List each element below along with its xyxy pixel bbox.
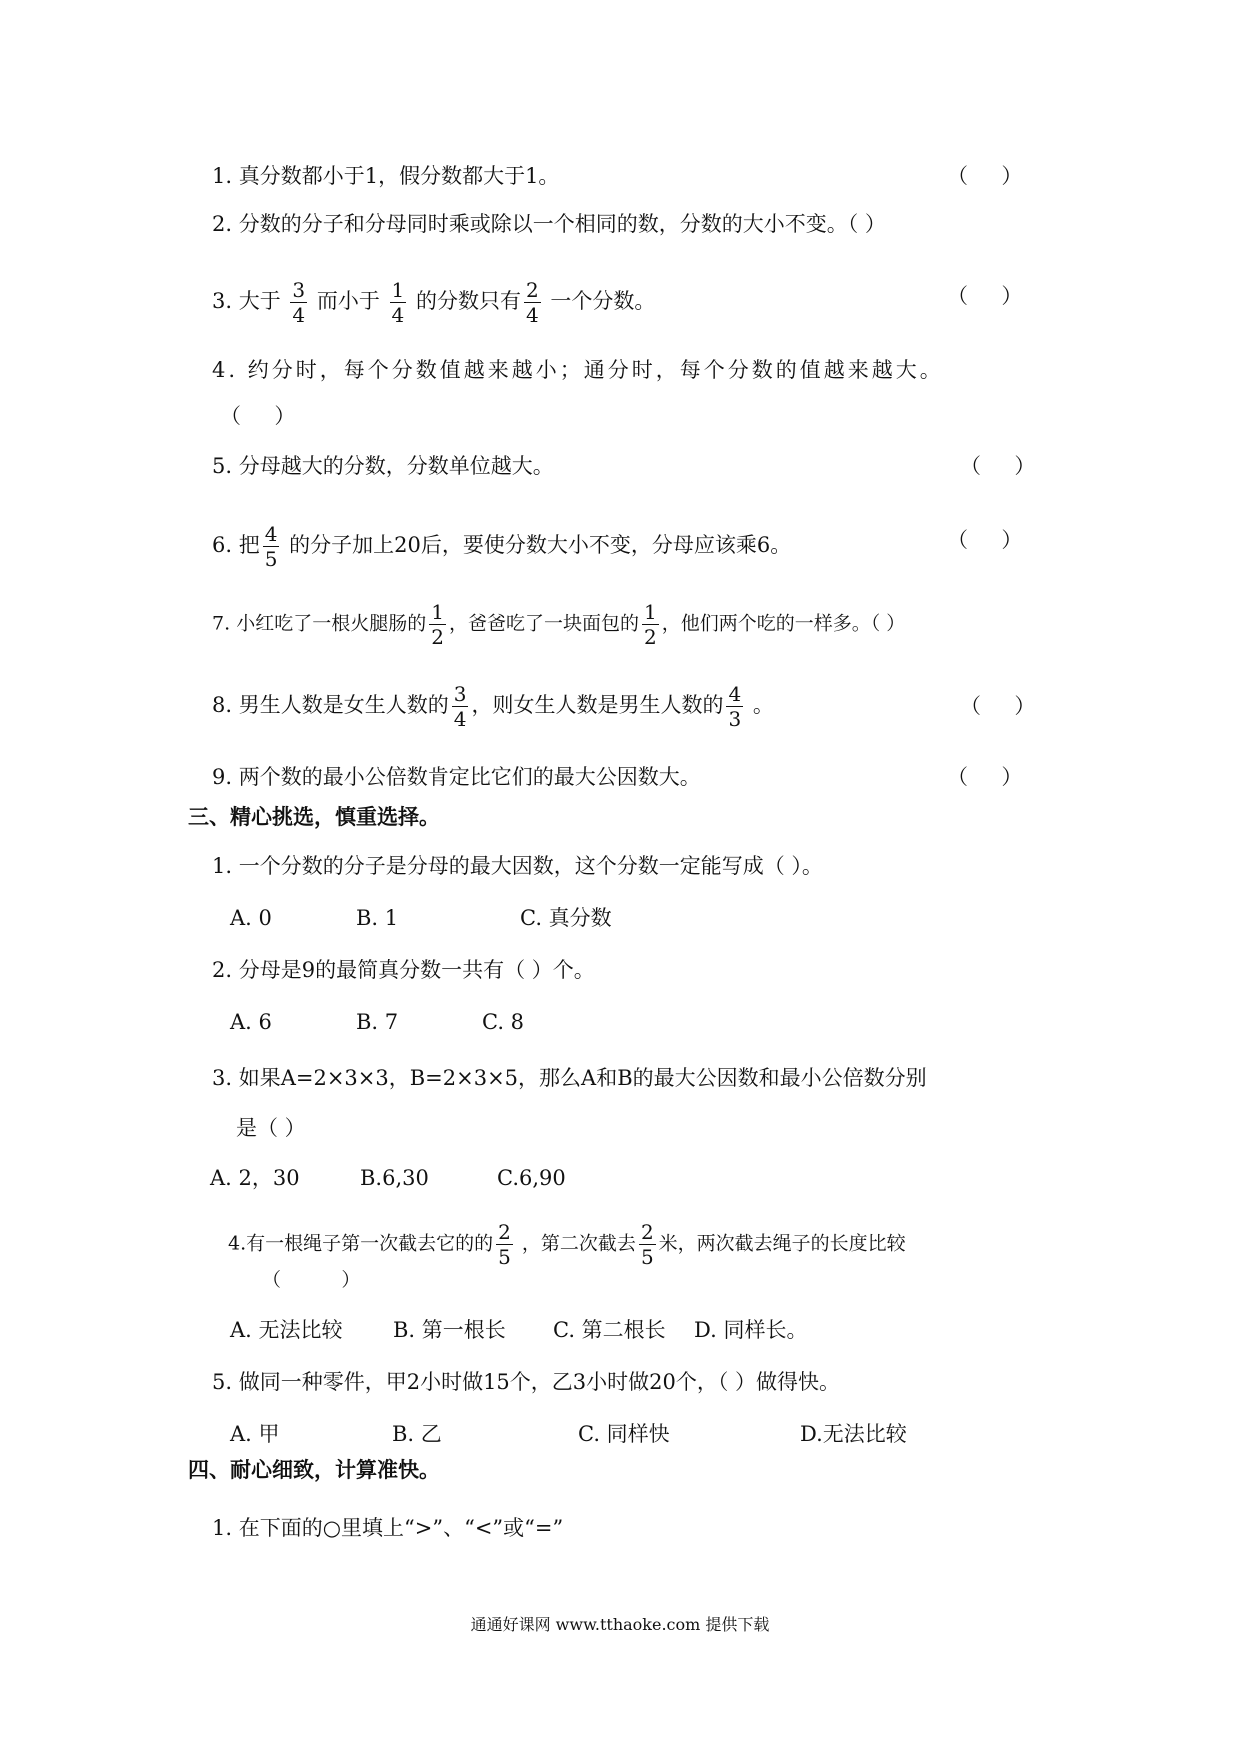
option-c: C. 同样快 — [578, 1422, 670, 1446]
q7-text-b: ，爸爸吃了一块面包的 — [448, 612, 639, 635]
q4-text-b: ，第二次截去 — [521, 1232, 636, 1255]
numerator: 3 — [292, 278, 306, 302]
option-c: C. 第二根长 — [553, 1318, 666, 1342]
option-b: B. 7 — [356, 1010, 399, 1034]
q6-text-a: 把 — [238, 533, 260, 557]
q8-text-c: 。 — [752, 693, 774, 717]
denominator: 4 — [391, 303, 405, 327]
option-c: C. 8 — [482, 1010, 525, 1034]
choice-q5: 5. 做同一种零件，甲2小时做15个，乙3小时做20个，（ ）做得快。 — [212, 1370, 841, 1394]
judgement-q4 — [212, 356, 944, 384]
choice-q3: 3. 如果A=2×3×3，B=2×3×5，那么A和B的最大公因数和最小公倍数分别 — [212, 1066, 927, 1090]
q8-number: 8. — [212, 693, 233, 717]
denominator: 5 — [640, 1245, 654, 1269]
section-heading: 三、精心挑选，慎重选择。 — [188, 804, 440, 829]
option-a: A. 无法比较 — [230, 1318, 343, 1342]
option-a: A. 2，30 — [210, 1166, 300, 1190]
q4-text-a: 4.有一根绳子第一次截去它的的 — [228, 1232, 494, 1255]
choice-q1: 1. 一个分数的分子是分母的最大因数，这个分数一定能写成（ ）。 — [212, 854, 823, 878]
numerator: 2 — [498, 1220, 511, 1244]
denominator: 3 — [728, 707, 742, 731]
q7-number: 7. — [212, 612, 231, 635]
option-a: A. 6 — [230, 1010, 272, 1034]
option-d: D.无法比较 — [800, 1422, 907, 1446]
judgement-q5 — [212, 452, 554, 480]
answer-paren: （ ） — [960, 694, 1036, 718]
judgement-q3 — [212, 280, 655, 325]
numerator: 4 — [728, 682, 742, 706]
q3-text-d: 一个分数。 — [550, 289, 656, 313]
choice-q4 — [228, 1222, 906, 1267]
fraction — [496, 1222, 513, 1267]
calc-q1: 1. 在下面的○里填上“>”、“<”或“=” — [212, 1516, 564, 1540]
numerator: 2 — [525, 278, 539, 302]
answer-paren: （ ） — [947, 528, 1023, 552]
fraction — [290, 280, 307, 325]
q2-text: 2. 分数的分子和分母同时乘或除以一个相同的数，分数的大小不变。 — [212, 212, 848, 236]
q6-number: 6. — [212, 533, 233, 557]
answer-paren: （ ） — [220, 404, 296, 428]
numerator: 1 — [431, 600, 444, 624]
q3-text-c: 的分数只有 — [415, 289, 521, 313]
option-c: C. 真分数 — [520, 906, 612, 930]
denominator: 4 — [292, 303, 306, 327]
fraction — [639, 1222, 656, 1267]
fraction — [263, 524, 280, 569]
fraction — [452, 684, 469, 729]
answer-paren: （ ） — [960, 454, 1036, 478]
option-d: D. 同样长。 — [694, 1318, 808, 1342]
option-b: B.6,30 — [360, 1166, 429, 1190]
option-b: B. 乙 — [392, 1422, 442, 1446]
judgement-q1 — [212, 162, 559, 190]
q9-text: 9. 两个数的最小公倍数肯定比它们的最大公因数大。 — [212, 765, 701, 789]
judgement-q7 — [212, 602, 905, 647]
fraction — [429, 602, 446, 647]
fraction — [524, 280, 541, 325]
denominator: 5 — [264, 547, 278, 571]
q4-text-c: 米，两次截去绳子的长度比较 — [658, 1232, 906, 1255]
answer-paren: （ ） — [947, 164, 1023, 188]
answer-paren: （ ） — [947, 765, 1023, 789]
fraction — [390, 280, 407, 325]
q3-text-b: 而小于 — [316, 289, 380, 313]
answer-paren: （ ） — [847, 212, 886, 236]
numerator: 1 — [643, 600, 657, 624]
option-a: A. 0 — [230, 906, 272, 930]
denominator: 5 — [498, 1245, 511, 1269]
judgement-q8 — [212, 684, 774, 729]
page-footer: 通通好课网 www.tthaoke.com 提供下载 — [470, 1615, 770, 1634]
q6-text-b: 的分子加上20后，要使分数大小不变，分母应该乘6。 — [289, 533, 792, 557]
q4-text: 4. 约分时，每个分数值越来越小；通分时，每个分数的值越来越大。 — [212, 358, 944, 382]
answer-paren: （ ） — [870, 612, 906, 635]
numerator: 1 — [391, 278, 405, 302]
q3-number: 3. — [212, 289, 233, 313]
denominator: 4 — [453, 707, 467, 731]
answer-paren: （ ） — [947, 284, 1023, 308]
q7-text-c: ，他们两个吃的一样多。 — [661, 612, 871, 635]
judgement-q9 — [212, 763, 701, 791]
q8-text-b: ，则女生人数是男生人数的 — [471, 693, 724, 717]
option-b: B. 第一根长 — [393, 1318, 506, 1342]
denominator: 2 — [431, 625, 444, 649]
fraction — [726, 684, 743, 729]
numerator: 4 — [264, 522, 278, 546]
option-a: A. 甲 — [230, 1422, 280, 1446]
denominator: 2 — [643, 625, 657, 649]
q5-text: 5. 分母越大的分数，分数单位越大。 — [212, 454, 554, 478]
judgement-q6 — [212, 524, 791, 569]
option-c: C.6,90 — [497, 1166, 566, 1190]
fraction — [642, 602, 659, 647]
q7-text-a: 小红吃了一根火腿肠的 — [236, 612, 427, 635]
section-heading: 四、耐心细致，计算准快。 — [188, 1457, 440, 1482]
judgement-q2 — [212, 210, 886, 238]
numerator: 3 — [453, 682, 467, 706]
denominator: 4 — [525, 303, 539, 327]
option-b: B. 1 — [356, 906, 399, 930]
choice-q2: 2. 分母是9的最简真分数一共有（ ）个。 — [212, 958, 595, 982]
answer-paren: （ ） — [262, 1269, 361, 1291]
q8-text-a: 男生人数是女生人数的 — [238, 693, 449, 717]
numerator: 2 — [640, 1220, 654, 1244]
choice-q3-continued: 是（ ） — [236, 1116, 306, 1140]
q1-text: 1. 真分数都小于1，假分数都大于1。 — [212, 164, 560, 188]
q3-text-a: 大于 — [238, 289, 281, 313]
